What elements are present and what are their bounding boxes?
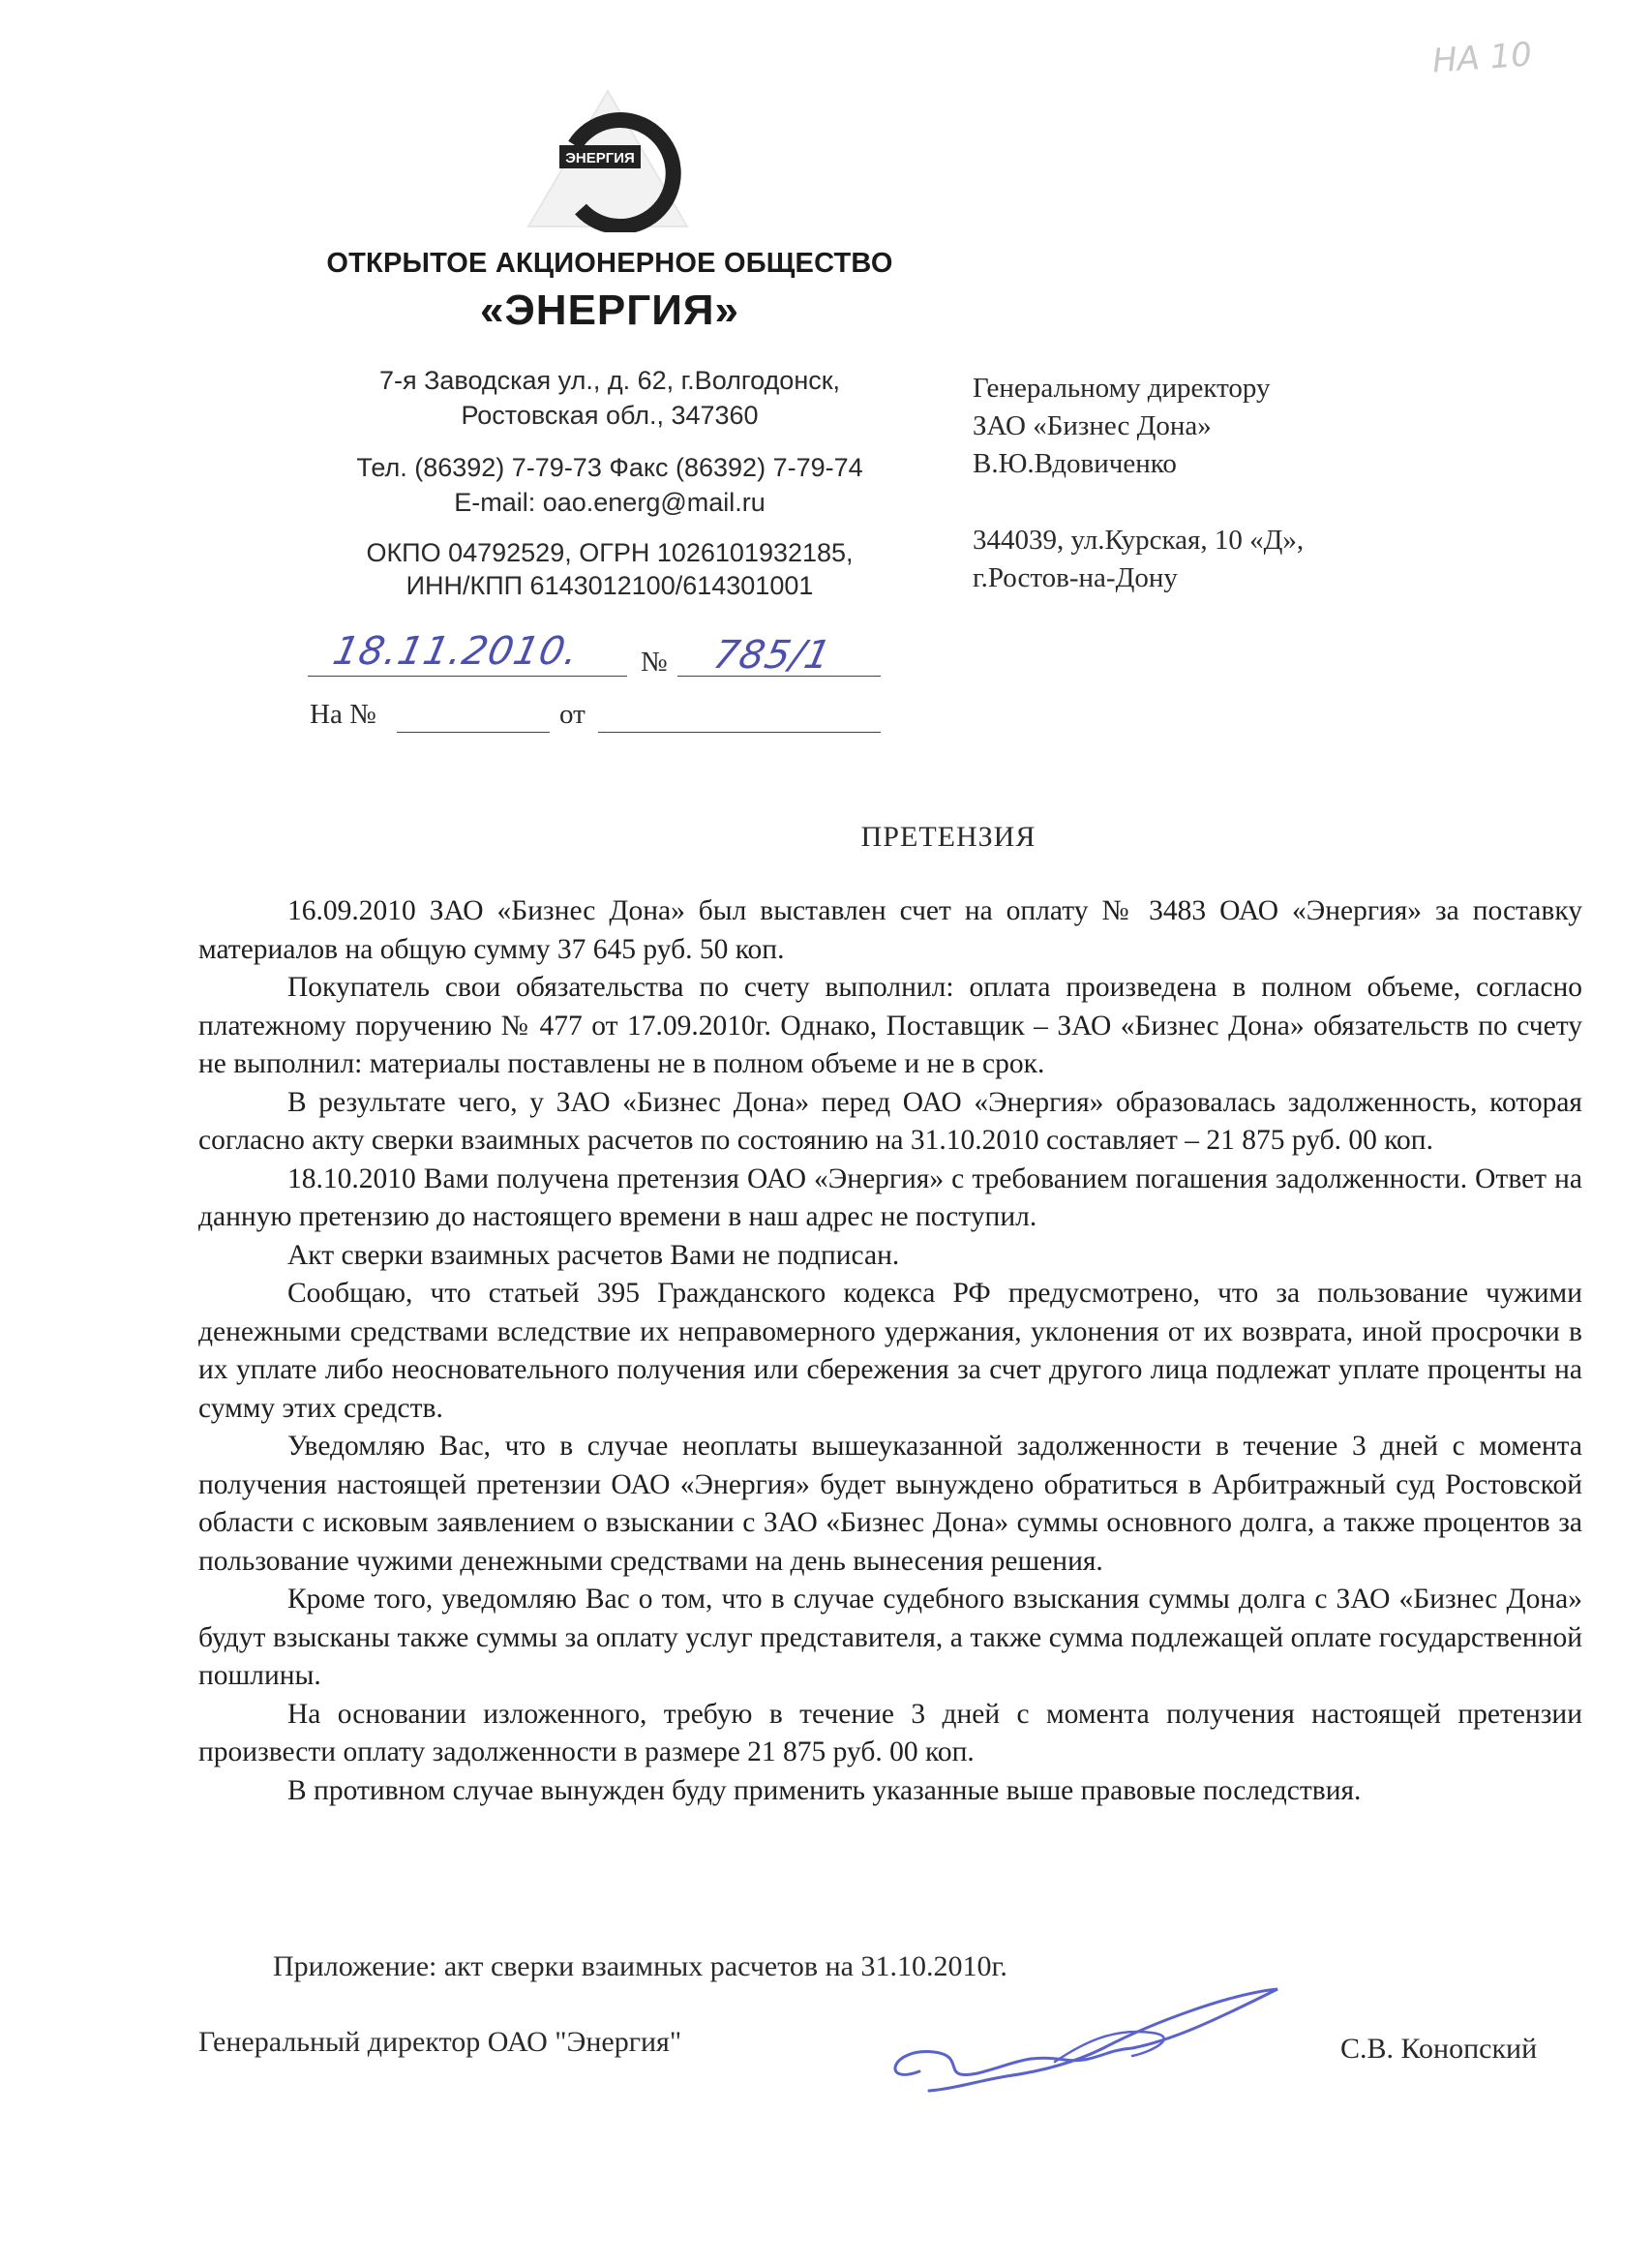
address-line-2: Ростовская обл., 347360 [461, 401, 759, 430]
paragraph: 18.10.2010 Вами получена претензия ОАО «Энергия» с требованием погашения задолженности. Ответ на данную претензию до настоящего времени в наш адрес не поступил. [198, 1162, 1582, 1232]
date-underline [308, 676, 627, 677]
claim-body [198, 892, 1582, 1810]
logo-text: ЭНЕРГИЯ [565, 150, 635, 166]
recipient-city: г.Ростов-на-Дону [973, 562, 1178, 593]
document-title: ПРЕТЕНЗИЯ [860, 821, 1036, 853]
paragraph: 16.09.2010 ЗАО «Бизнес Дона» был выставлен счет на оплату № 3483 ОАО «Энергия» за поставку материалов на общую сумму 37 645 руб. 50 коп. [198, 895, 1582, 965]
email-line: E-mail: oao.energ@mail.ru [454, 488, 766, 517]
codes-line-2: ИНН/КПП 6143012100/614301001 [405, 571, 814, 600]
recipient-company: ЗАО «Бизнес Дона» [973, 410, 1212, 441]
recipient-street: 344039, ул.Курская, 10 «Д», [973, 525, 1305, 556]
outgoing-number: 785/1 [709, 633, 836, 678]
org-name: «ЭНЕРГИЯ» [480, 287, 739, 334]
paragraph: Кроме того, уведомляю Вас о том, что в случае судебного взыскания суммы долга с ЗАО «Бизнес Дона» будут взысканы также суммы за оплату услуг представителя, а также сумма подлежащей оплате государственной пошлины. [198, 1584, 1582, 1691]
reply-number-underline [397, 732, 550, 733]
reply-from-label: от [559, 699, 586, 730]
paragraph: Покупатель свои обязательства по счету выполнил: оплата произведена в полном объеме, согласно платежному поручению № 477 от 17.09.2010г. Однако, Поставщик – ЗАО «Бизнес Дона» обязательств по счету не выполнил: материалы поставлены не в полном объеме и не в срок. [198, 972, 1582, 1079]
number-underline [677, 676, 881, 677]
company-logo [523, 85, 697, 232]
reply-number-label: На № [310, 699, 376, 730]
paragraph: В результате чего, у ЗАО «Бизнес Дона» перед ОАО «Энергия» образовалась задолженность, которая согласно акту сверки взаимных расчетов по состоянию на 31.10.2010 составляет – 21 875 руб. 00 коп. [198, 1086, 1582, 1156]
paragraph: На основании изложенного, требую в течение 3 дней с момента получения настоящей претензии произвести оплату задолженности в размере 21 875 руб. 00 коп. [198, 1698, 1582, 1767]
attachment-line: Приложение: акт сверки взаимных расчетов на 31.10.2010г. [273, 1950, 1007, 1982]
org-type: ОТКРЫТОЕ АКЦИОНЕРНОЕ ОБЩЕСТВО [326, 248, 893, 279]
signatory-position: Генеральный директор ОАО "Энергия" [198, 2026, 682, 2058]
address-line-1: 7-я Заводская ул., д. 62, г.Волгодонск, [378, 366, 841, 395]
corner-mark: НА 10 [1430, 35, 1534, 81]
handwritten-signature [861, 1955, 1287, 2110]
outgoing-date: 18.11.2010. [329, 629, 584, 674]
codes-line-1: ОКПО 04792529, ОГРН 1026101932185, [366, 538, 854, 567]
recipient-name: В.Ю.Вдовиченко [973, 448, 1177, 479]
recipient-title: Генеральному директору [973, 373, 1271, 404]
phone-fax-line: Тел. (86392) 7-79-73 Факс (86392) 7-79-74 [356, 453, 863, 482]
reply-date-underline [598, 732, 881, 733]
signatory-name: С.В. Конопский [1340, 2033, 1538, 2065]
paragraph: Сообщаю, что статьей 395 Гражданского кодекса РФ предусмотрено, что за пользование чужими денежными средствами вследствие их неправомерного удержания, уклонения от их возврата, иной просрочки в их уплате либо неосновательного получения или сбережения за счет другого лица подлежат уплате проценты на сумму этих средств. [198, 1278, 1582, 1424]
paragraph: Уведомляю Вас, что в случае неоплаты вышеуказанной задолженности в течение 3 дней с момента получения настоящей претензии ОАО «Энергия» будет вынуждено обратиться в Арбитражный суд Ростовской области с исковым заявлением о взыскании с ЗАО «Бизнес Дона» суммы основного долга, а также процентов за пользование чужими денежными средствами на день вынесения решения. [198, 1431, 1582, 1577]
paragraph: Акт сверки взаимных расчетов Вами не подписан. [287, 1239, 900, 1271]
paragraph: В противном случае вынужден буду применить указанные выше правовые последствия. [287, 1774, 1362, 1806]
number-label: № [641, 647, 668, 678]
